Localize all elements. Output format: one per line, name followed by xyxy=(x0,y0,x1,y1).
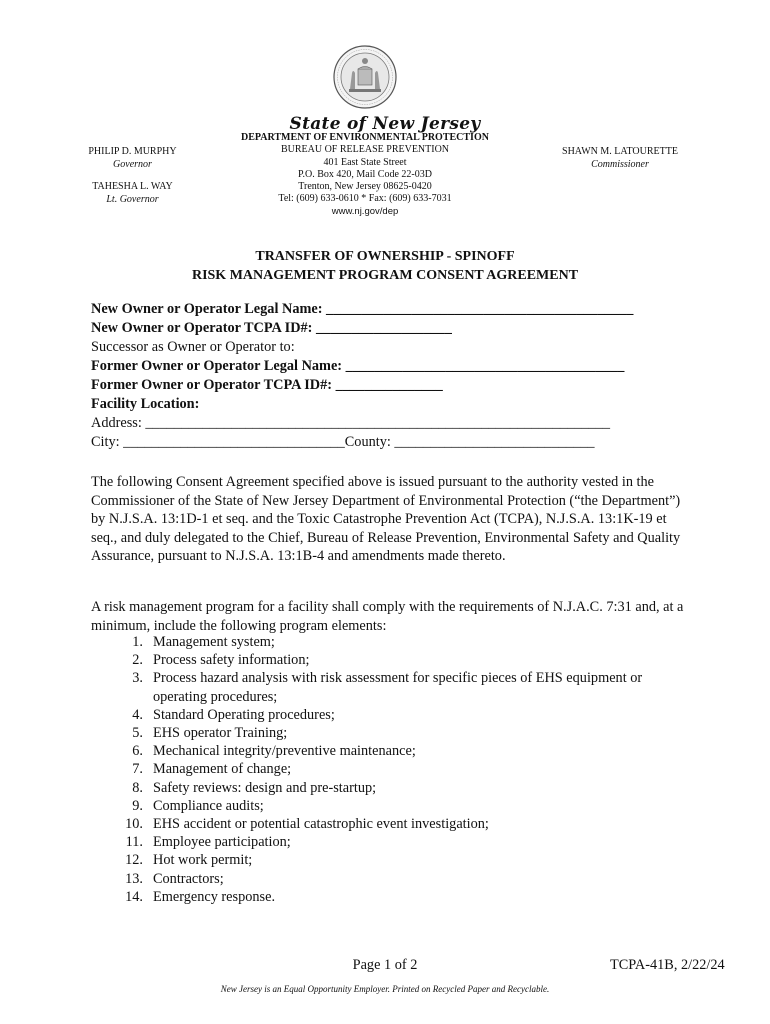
governor-name: PHILIP D. MURPHY xyxy=(88,146,177,157)
commissioner-title: Commissioner xyxy=(591,159,649,170)
state-seal-logo xyxy=(333,45,397,109)
website-link[interactable]: www.nj.gov/dep xyxy=(331,205,399,217)
commissioner-name: SHAWN M. LATOURETTE xyxy=(562,146,678,157)
list-item: 7. Management of change; xyxy=(132,761,292,778)
state-title: State of New Jersey xyxy=(289,114,481,134)
footer-note: New Jersey is an Equal Opportunity Employer. Printed on Recycled Paper and Recyclable. xyxy=(220,984,550,994)
bureau-name: BUREAU OF RELEASE PREVENTION xyxy=(280,144,450,156)
list-item: 9. Compliance audits; xyxy=(132,797,264,814)
list-item: 1. Management system; xyxy=(132,634,275,650)
address-line-3: Trenton, New Jersey 08625-0420 xyxy=(298,181,432,193)
city-county-field[interactable]: City: _______________________________County: ____________________________ xyxy=(91,434,595,450)
successor-label: Successor as Owner or Operator to: xyxy=(91,339,295,355)
facility-location-label: Facility Location: xyxy=(91,396,200,412)
authority-paragraph: The following Consent Agreement specified above is issued pursuant to the authority vested in the Commissioner of the State of New Jersey Department of Environmental Protection (“the Department”) by N.J.S.A. 13:1D-1 et seq. and the Toxic Catastrophe Prevention Act (TCPA), N.J.S.A. 13:1K-19 et seq., and duly delegated to the Chief, Bureau of Release Prevention, Environmental Safety and Quality Assurance, pursuant to N.J.S.A. 13:1B-4 and amendments made thereto. xyxy=(91,474,681,565)
former-owner-id-field[interactable]: Former Owner or Operator TCPA ID#: _______________ xyxy=(91,377,443,393)
address-field[interactable]: Address: _________________________________________________________________ xyxy=(91,415,611,431)
program-intro-paragraph: A risk management program for a facility shall comply with the requirements of N.J.A.C. 7:31 and, at a minimum, include the following program elements: xyxy=(91,599,684,634)
title-line-2: RISK MANAGEMENT PROGRAM CONSENT AGREEMENT xyxy=(191,268,579,283)
new-owner-id-field[interactable]: New Owner or Operator TCPA ID#: ___________________ xyxy=(91,320,452,336)
lt-governor-title: Lt. Governor xyxy=(106,194,159,205)
form-fields xyxy=(91,300,691,452)
list-item: 12. Hot work permit; xyxy=(125,852,253,869)
list-item: 3. Process hazard analysis with risk assessment for specific pieces of EHS equipment or operating procedures; xyxy=(132,670,643,705)
lt-governor-block xyxy=(60,180,205,206)
governor-title: Governor xyxy=(113,159,152,170)
program-elements-list xyxy=(91,633,691,906)
department-name: DEPARTMENT OF ENVIRONMENTAL PROTECTION xyxy=(241,132,489,143)
list-item: 8. Safety reviews: design and pre-startup; xyxy=(132,779,377,796)
list-item: 5. EHS operator Training; xyxy=(132,725,288,742)
commissioner-block xyxy=(535,145,705,171)
former-owner-name-field[interactable]: Former Owner or Operator Legal Name: _______________________________________ xyxy=(91,358,625,374)
governor-block xyxy=(60,145,205,171)
list-item: 10. EHS accident or potential catastrophic event investigation; xyxy=(125,816,489,833)
list-item: 11. Employee participation; xyxy=(125,834,291,851)
lt-governor-name: TAHESHA L. WAY xyxy=(92,181,173,192)
list-item: 2. Process safety information; xyxy=(132,652,310,669)
list-item: 13. Contractors; xyxy=(125,870,224,887)
list-item: 6. Mechanical integrity/preventive maintenance; xyxy=(132,743,416,760)
new-owner-name-field[interactable]: New Owner or Operator Legal Name: ___________________________________________ xyxy=(91,301,634,317)
form-code: TCPA-41B, 2/22/24 xyxy=(610,957,725,973)
list-item: 4. Standard Operating procedures; xyxy=(132,706,335,723)
address-line-1: 401 East State Street xyxy=(323,156,407,168)
phone-fax: Tel: (609) 633-0610 * Fax: (609) 633-7031 xyxy=(278,193,452,205)
address-line-2: P.O. Box 420, Mail Code 22-03D xyxy=(298,168,432,180)
title-line-1: TRANSFER OF OWNERSHIP - SPINOFF xyxy=(255,249,515,264)
department-address-block xyxy=(215,132,515,218)
page-number: Page 1 of 2 xyxy=(352,957,418,973)
list-item: 14. Emergency response. xyxy=(125,888,276,905)
document-title xyxy=(0,247,770,285)
